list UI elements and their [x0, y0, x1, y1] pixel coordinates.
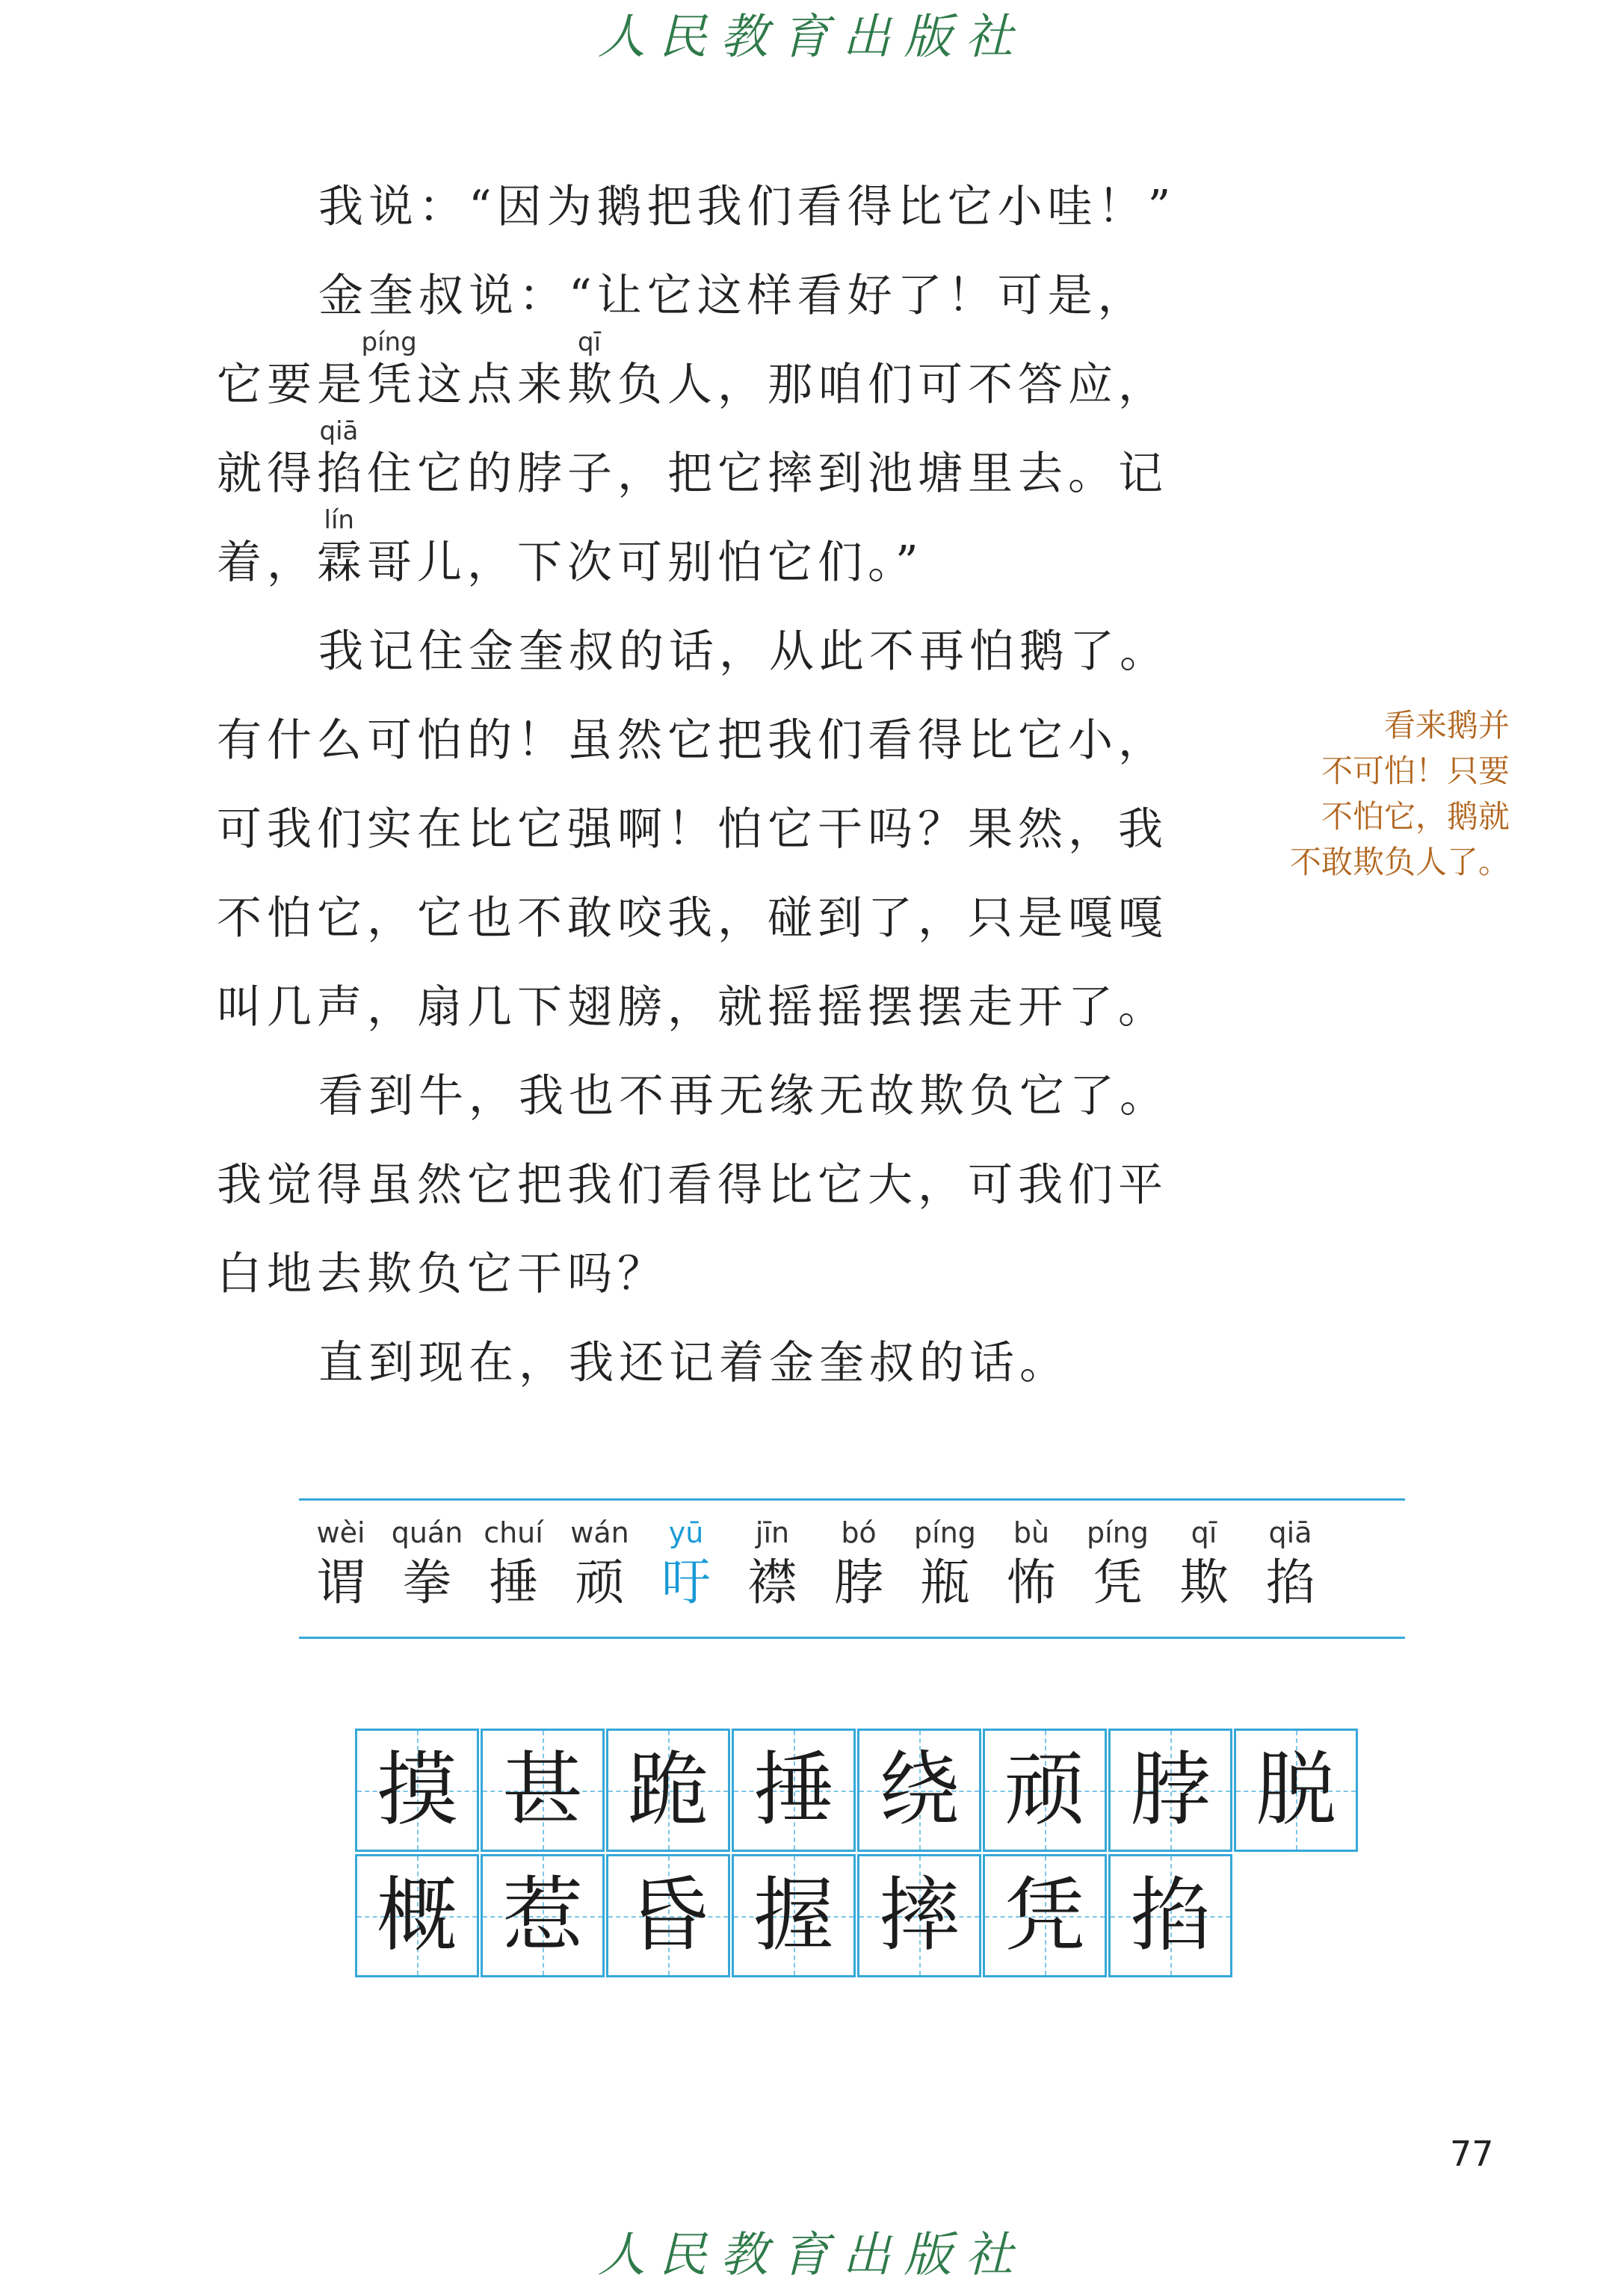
- story-line-text: 不怕它，它也不敢咬我，碰到了，只是嘎嘎: [217, 892, 1168, 945]
- margin-note-line: 不怕它，鹅就: [1321, 798, 1510, 835]
- vocab-pinyin: qī: [1191, 1516, 1217, 1549]
- grid-character: 甚: [501, 1743, 583, 1837]
- vocab-item: [649, 1516, 723, 1616]
- grid-character: 捶: [753, 1743, 834, 1837]
- vocab-item: [1167, 1516, 1241, 1616]
- vocab-pinyin: wèi: [316, 1516, 365, 1549]
- vocab-item: [563, 1516, 637, 1616]
- vocab-item: [303, 1516, 378, 1616]
- grid-cell: [857, 1729, 981, 1852]
- grid-cell: [857, 1854, 981, 1977]
- vocab-item: [908, 1516, 983, 1616]
- grid-cell: [355, 1854, 479, 1977]
- publisher-logo-top: 人民教育出版社: [597, 10, 1027, 65]
- grid-cell: [732, 1729, 856, 1852]
- story-line: [217, 772, 1203, 861]
- story-line-text: 金奎叔说：“让它这样看好了！可是，: [318, 270, 1148, 322]
- vocab-character: 掐: [1265, 1554, 1315, 1611]
- vocab-pinyin: qiā: [1268, 1516, 1312, 1549]
- grid-character: 掐: [1129, 1868, 1211, 1962]
- story-line-text: 有什么可怕的！虽然它把我们看得比它小，: [217, 714, 1168, 767]
- vocab-pinyin: wán: [570, 1516, 629, 1549]
- story-line-text: 看到牛，我也不再无缘无故欺负它了。: [318, 1070, 1170, 1122]
- pinyin-annotation: qiā: [319, 416, 359, 446]
- grid-cell: [1108, 1729, 1232, 1852]
- vocab-pinyin: píng: [1087, 1516, 1149, 1549]
- story-text: [217, 149, 1203, 1394]
- vocab-character: 捶: [489, 1554, 538, 1611]
- vocab-pinyin: chuí: [484, 1516, 543, 1549]
- grid-character: 握: [753, 1868, 834, 1962]
- grid-cell: [983, 1854, 1107, 1977]
- grid-character: 脖: [1129, 1743, 1211, 1837]
- story-line-text: 叫几声，扇几下翅膀，就摇摇摆摆走开了。: [217, 981, 1168, 1034]
- vocab-character: 拳: [402, 1554, 452, 1611]
- story-line: [217, 327, 1203, 416]
- vocab-pinyin: píng: [914, 1516, 976, 1549]
- story-line-text: 我说：“因为鹅把我们看得比它小哇！”: [318, 181, 1176, 233]
- story-line-text: 我记住金奎叔的话，从此不再怕鹅了。: [318, 626, 1170, 678]
- story-line: [217, 950, 1203, 1039]
- pinyin-annotation: píng: [361, 327, 417, 357]
- story-line-text: 它要是凭这点来欺负人，那咱们可不答应，: [217, 359, 1168, 411]
- grid-character: 顽: [1004, 1743, 1085, 1837]
- story-line-text: 着，霖哥儿，下次可别怕它们。”: [217, 537, 924, 589]
- story-line: [217, 683, 1203, 772]
- vocab-item: [1253, 1516, 1328, 1616]
- story-line: [217, 1039, 1203, 1128]
- pinyin-annotation: lín: [324, 505, 354, 535]
- vocab-pinyin: yū: [668, 1516, 704, 1549]
- grid-cell: [983, 1729, 1107, 1852]
- vocab-item: [821, 1516, 896, 1616]
- story-line-text: 直到现在，我还记着金奎叔的话。: [318, 1337, 1069, 1389]
- grid-cell: [606, 1729, 730, 1852]
- story-line: [217, 1306, 1203, 1394]
- grid-character: 绕: [878, 1743, 960, 1837]
- vocab-item: [735, 1516, 810, 1616]
- vocab-character: 吁: [661, 1554, 711, 1611]
- vocabulary-box: [299, 1498, 1405, 1639]
- grid-cell: [606, 1854, 730, 1977]
- vocab-item: [390, 1516, 465, 1616]
- story-line: [217, 1128, 1203, 1217]
- grid-cell: [732, 1854, 856, 1977]
- story-line: [217, 416, 1203, 505]
- vocab-character: 欺: [1179, 1554, 1229, 1611]
- story-line: [217, 505, 1203, 594]
- grid-cell: [1234, 1729, 1358, 1852]
- margin-note: [1241, 702, 1510, 885]
- grid-character: 摔: [878, 1868, 960, 1962]
- grid-character: 惹: [501, 1868, 583, 1962]
- story-line: [217, 1217, 1203, 1306]
- vocab-pinyin: bù: [1013, 1516, 1050, 1549]
- story-line: [217, 594, 1203, 683]
- publisher-logo-bottom: 人民教育出版社: [597, 2228, 1027, 2283]
- vocab-character: 凭: [1093, 1554, 1143, 1611]
- grid-character: 凭: [1004, 1868, 1085, 1962]
- story-line-text: 白地去欺负它干吗？: [217, 1248, 667, 1300]
- grid-cell: [1108, 1854, 1232, 1977]
- vocab-item: [1081, 1516, 1155, 1616]
- vocab-pinyin: quán: [391, 1516, 463, 1549]
- vocab-character: 襟: [747, 1554, 797, 1611]
- vocab-character: 怖: [1007, 1554, 1056, 1611]
- grid-character: 概: [376, 1868, 457, 1962]
- story-line-text: 就得掐住它的脖子，把它摔到池塘里去。记: [217, 448, 1168, 500]
- grid-character: 昏: [627, 1868, 708, 1962]
- story-line: [217, 861, 1203, 950]
- vocab-pinyin: bó: [841, 1516, 877, 1549]
- story-line: [217, 149, 1203, 238]
- vocab-item: [476, 1516, 551, 1616]
- vocab-character: 瓶: [920, 1554, 970, 1611]
- story-line: [217, 238, 1203, 327]
- grid-character: 脱: [1255, 1743, 1336, 1837]
- vocab-pinyin: jīn: [755, 1516, 790, 1549]
- margin-note-line: 不敢欺负人了。: [1289, 844, 1510, 880]
- margin-note-line: 看来鹅并: [1383, 707, 1510, 744]
- story-line-text: 可我们实在比它强啊！怕它干吗？果然，我: [217, 803, 1168, 856]
- page-number: 77: [1450, 2134, 1494, 2174]
- grid-cell: [355, 1729, 479, 1852]
- vocab-character: 脖: [834, 1554, 883, 1611]
- grid-character: 跪: [627, 1743, 708, 1837]
- vocab-character: 谓: [316, 1554, 365, 1611]
- vocab-character: 顽: [575, 1554, 625, 1611]
- margin-note-line: 不可怕！只要: [1321, 753, 1510, 789]
- grid-cell: [481, 1729, 605, 1852]
- pinyin-annotation: qī: [578, 327, 602, 357]
- vocab-item: [994, 1516, 1069, 1616]
- story-line-text: 我觉得虽然它把我们看得比它大，可我们平: [217, 1159, 1168, 1211]
- grid-cell: [481, 1854, 605, 1977]
- grid-character: 摸: [376, 1743, 457, 1837]
